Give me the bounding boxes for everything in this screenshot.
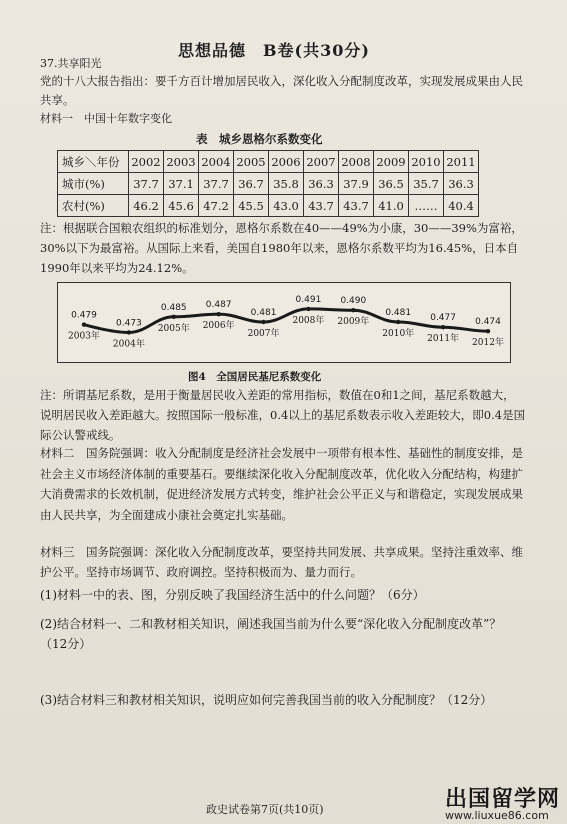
gini-point <box>82 322 86 326</box>
section-title: 思想品德 B卷(共30分) <box>178 41 370 60</box>
row-label: 农村(%) <box>58 195 129 217</box>
table-cell: 45.5 <box>234 195 269 217</box>
year-cell: 2003 <box>164 151 199 173</box>
chart-caption: 图4 全国居民基尼系数变化 <box>188 371 322 383</box>
gini-point <box>261 320 265 324</box>
gini-series-line <box>84 309 488 333</box>
gini-value-label: 0.487 <box>205 300 232 311</box>
material3-text: 材料三 国务院强调：深化收入分配制度改革，要坚持共同发展、共享成果。坚持注重效率、维护公平。坚持市场调节、政府调控。坚持积极而为、量力而行。 <box>40 545 523 579</box>
gini-value-label: 0.474 <box>475 317 501 328</box>
gini-value-label: 0.481 <box>250 308 277 318</box>
question-3: (3)结合材料三和教材相关知识，说明应如何完善我国当前的收入分配制度？（12分） <box>40 693 493 707</box>
table-cell: 36.3 <box>444 173 479 195</box>
table-note: 注：根据联合国粮农组织的标准划分，恩格尔系数在40——49%为小康，30——39%为富裕，30%以下为最富裕。从国际上来看，美国自1980年以来，恩格尔系数平均为16.45%，日本自1990年以来平均为24.12%。 <box>40 221 523 275</box>
year-cell: 2009 <box>374 151 409 173</box>
gini-year-label: 2011年 <box>427 334 460 345</box>
material1-label: 材料一 中国十年数字变化 <box>40 112 172 125</box>
question-1: (1)材料一中的表、图，分别反映了我国经济生活中的什么问题？（6分） <box>40 588 425 602</box>
table-cell: 43.7 <box>339 195 374 217</box>
gini-year-label: 2007年 <box>247 329 280 339</box>
row-label: 城市(%) <box>58 173 129 195</box>
gini-line-chart <box>58 283 510 362</box>
gini-year-label: 2008年 <box>292 315 325 326</box>
gini-year-label: 2010年 <box>382 329 415 339</box>
gini-year-label: 2012年 <box>472 338 504 349</box>
gini-year-label: 2004年 <box>112 339 145 350</box>
gini-value-label: 0.491 <box>295 294 322 305</box>
gini-year-label: 2006年 <box>202 321 235 332</box>
table-corner-label: 城乡＼年份 <box>58 151 129 173</box>
table-cell: …… <box>409 195 444 217</box>
watermark-url: www.liuxue86.com <box>445 809 549 822</box>
question-heading: 37.共享阳光 <box>40 57 102 70</box>
gini-point <box>396 320 400 324</box>
year-cell: 2011 <box>444 151 479 173</box>
table-cell: 37.9 <box>339 173 374 195</box>
table-cell: 43.7 <box>304 195 339 217</box>
table-cell: 37.1 <box>164 173 199 195</box>
gini-year-label: 2005年 <box>157 323 190 334</box>
gini-year-label: 2003年 <box>68 331 100 342</box>
gini-value-label: 0.477 <box>430 313 456 324</box>
gini-point <box>441 325 445 329</box>
table-cell: 46.2 <box>129 195 164 217</box>
gini-value-label: 0.490 <box>340 296 367 307</box>
table-header-row <box>58 151 479 173</box>
year-cell: 2008 <box>339 151 374 173</box>
gini-value-label: 0.473 <box>116 318 142 329</box>
table-cell: 47.2 <box>199 195 234 217</box>
table-cell: 35.7 <box>409 173 444 195</box>
year-cell: 2004 <box>199 151 234 173</box>
watermark-logo: 出国留学网 <box>445 787 561 812</box>
table-caption: 表 城乡恩格尔系数变化 <box>196 132 323 146</box>
table-cell: 37.7 <box>129 173 164 195</box>
table-cell: 45.6 <box>164 195 199 217</box>
gini-point <box>486 329 490 333</box>
page-footer: 政史试卷第7页(共10页) <box>206 803 324 816</box>
year-cell: 2002 <box>129 151 164 173</box>
table-cell: 40.4 <box>444 195 479 217</box>
table-row <box>58 173 479 195</box>
table-cell: 36.7 <box>234 173 269 195</box>
gini-value-label: 0.485 <box>160 302 187 313</box>
gini-point <box>172 315 176 319</box>
question-2: (2)结合材料一、二和教材相关知识，阐述我国当前为什么要“深化收入分配制度改革”？（12分） <box>40 617 502 651</box>
question-intro: 党的十八大报告指出：要千方百计增加居民收入，深化收入分配制度改革，实现发展成果由人民共享。 <box>40 74 523 107</box>
engel-table <box>57 150 479 217</box>
table-cell: 41.0 <box>374 195 409 217</box>
gini-point <box>351 308 355 312</box>
year-cell: 2006 <box>269 151 304 173</box>
gini-value-label: 0.479 <box>71 310 97 321</box>
table-row <box>58 195 479 217</box>
table-cell: 37.7 <box>199 173 234 195</box>
year-cell: 2010 <box>409 151 444 173</box>
year-cell: 2007 <box>304 151 339 173</box>
gini-value-label: 0.481 <box>385 308 412 318</box>
gini-chart-frame <box>57 282 511 363</box>
material2-text: 材料二 国务院强调：收入分配制度是经济社会发展中一项带有根本性、基础性的制度安排，是社会主义市场经济体制的重要基石。要继续深化收入分配制度改革，优化收入分配结构，构建扩大消费需求的长效机制，促进经济发展方式转变，维护社会公平正义与和谐稳定，实现发展成果由人民共享，为全面建成小康社会奠定扎实基础。 <box>40 446 523 522</box>
gini-point <box>216 312 220 316</box>
table-cell: 43.0 <box>269 195 304 217</box>
gini-note: 注：所谓基尼系数，是用于衡量居民收入差距的常用指标，数值在0和1之间，基尼系数越大，说明居民收入差距越大。按照国际一般标准，0.4以上的基尼系数表示收入差距较大，即0.4是国际公认警戒线。 <box>40 388 526 442</box>
table-cell: 36.3 <box>304 173 339 195</box>
table-cell: 36.5 <box>374 173 409 195</box>
year-cell: 2005 <box>234 151 269 173</box>
gini-point <box>127 330 131 334</box>
table-cell: 35.8 <box>269 173 304 195</box>
gini-point <box>306 307 310 311</box>
gini-year-label: 2009年 <box>337 317 370 328</box>
